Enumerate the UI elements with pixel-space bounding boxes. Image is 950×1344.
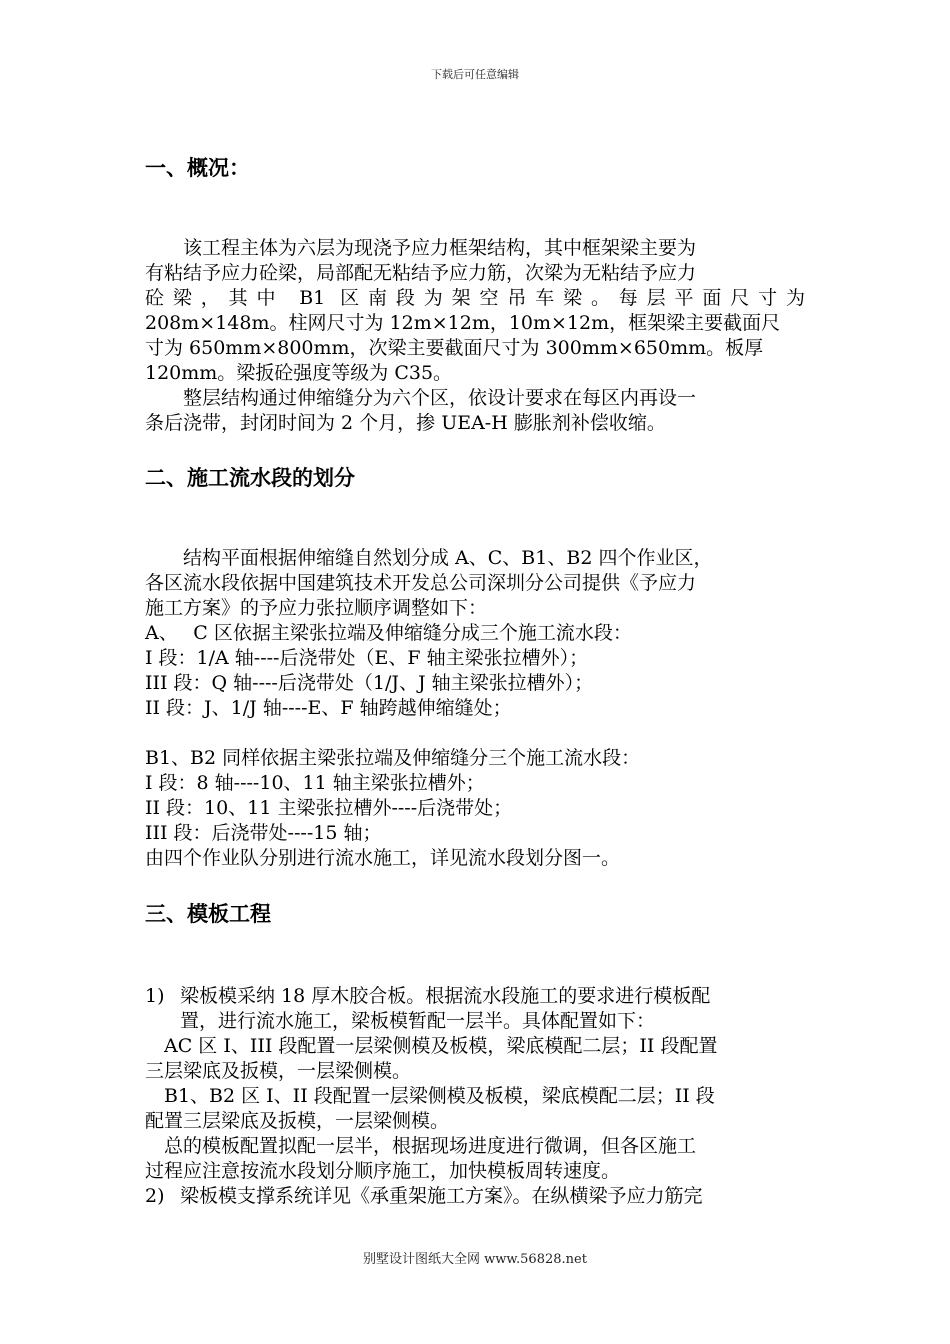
text-line: 梁板模采纳 18 厚木胶合板。根据流水段施工的要求进行模板配	[180, 985, 711, 1007]
text-line: I 段：1/A 轴----后浇带处（E、F 轴主梁张拉槽外）；	[145, 647, 589, 669]
text-line: 施工方案》的予应力张拉顺序调整如下：	[145, 597, 488, 619]
section-3-body	[145, 1034, 805, 1184]
text-line: 208m×148m。柱网尺寸为 12m×12m，10m×12m，框架梁主要截面尺	[145, 312, 781, 334]
text-line: I 段：8 轴----10、11 轴主梁张拉槽外；	[145, 772, 485, 794]
text-line: 配置三层梁底及扳模，一层梁侧模。	[145, 1110, 450, 1132]
text-line: II 段：10、11 主梁张拉槽外----后浇带处；	[145, 797, 513, 819]
list-number: 1)	[145, 985, 165, 1007]
section-2-heading: 二、施工流水段的划分	[145, 466, 355, 490]
list-item-text	[180, 984, 805, 1034]
text-line: 120mm。梁扳砼强度等级为 C35。	[145, 362, 453, 384]
list-item-1	[145, 984, 805, 1034]
text-line: 置，进行流水施工，梁板模暂配一层半。具体配置如下：	[180, 1010, 656, 1032]
section-2-body	[145, 546, 805, 871]
list-item-2	[145, 1184, 805, 1209]
text-line: 过程应注意按流水段划分顺序施工，加快模板周转速度。	[145, 1160, 621, 1182]
page-footer: 别墅设计图纸大全网 www.56828.net	[363, 1252, 587, 1267]
text-line: 该工程主体为六层为现浇予应力框架结构，其中框架梁主要为	[145, 237, 697, 259]
text-line: 梁板模支撑系统详见《承重架施工方案》。在纵横梁予应力筋完	[180, 1185, 703, 1207]
text-line: 各区流水段依据中国建筑技术开发总公司深圳分公司提供《予应力	[145, 572, 697, 594]
text-line: II 段：J、1/J 轴----E、F 轴跨越伸缩缝处；	[145, 697, 512, 719]
text-line: 砼梁，其中 B1 区南段为架空吊车梁。每层平面尺寸为	[145, 287, 805, 309]
text-line: B1、B2 同样依据主梁张拉端及伸缩缝分三个施工流水段：	[145, 747, 641, 769]
text-line: 总的模板配置拟配一层半，根据现场进度进行微调，但各区施工	[145, 1135, 697, 1157]
text-line: 条后浇带，封闭时间为 2 个月，掺 UEA-H 膨胀剂补偿收缩。	[145, 412, 666, 434]
text-line: 有粘结予应力砼梁，局部配无粘结予应力筋，次梁为无粘结予应力	[145, 262, 697, 284]
section-3-heading: 三、模板工程	[145, 902, 271, 926]
page-header: 下载后可任意编辑	[431, 68, 519, 81]
text-line: III 段：后浇带处----15 轴；	[145, 822, 382, 844]
text-line: 由四个作业队分别进行流水施工，详见流水段划分图一。	[145, 847, 621, 869]
text-line: 结构平面根据伸缩缝自然划分成 A、C、B1、B2 四个作业区，	[145, 547, 713, 569]
text-line: 整层结构通过伸缩缝分为六个区，依设计要求在每区内再设一	[145, 387, 697, 409]
list-item-text	[180, 1184, 805, 1209]
text-line: AC 区 I、III 段配置一层梁侧模及板模，梁底模配二层；II 段配置	[145, 1035, 718, 1057]
section-1-paragraph-2	[145, 386, 805, 436]
text-line: 三层梁底及扳模，一层梁侧模。	[145, 1060, 412, 1082]
section-1-paragraph-1	[145, 236, 805, 386]
section-1-heading: 一、概况：	[145, 156, 250, 180]
text-line: III 段：Q 轴----后浇带处（1/J、J 轴主梁张拉槽外）；	[145, 672, 594, 694]
text-line: A、 C 区依据主梁张拉端及伸缩缝分成三个施工流水段：	[145, 622, 632, 644]
text-line: 寸为 650mm×800mm，次梁主要截面尺寸为 300mm×650mm。板厚	[145, 337, 764, 359]
list-number: 2)	[145, 1185, 165, 1207]
blank-line	[145, 721, 805, 746]
text-line: B1、B2 区 I、II 段配置一层梁侧模及板模，梁底模配二层；II 段	[145, 1085, 715, 1107]
